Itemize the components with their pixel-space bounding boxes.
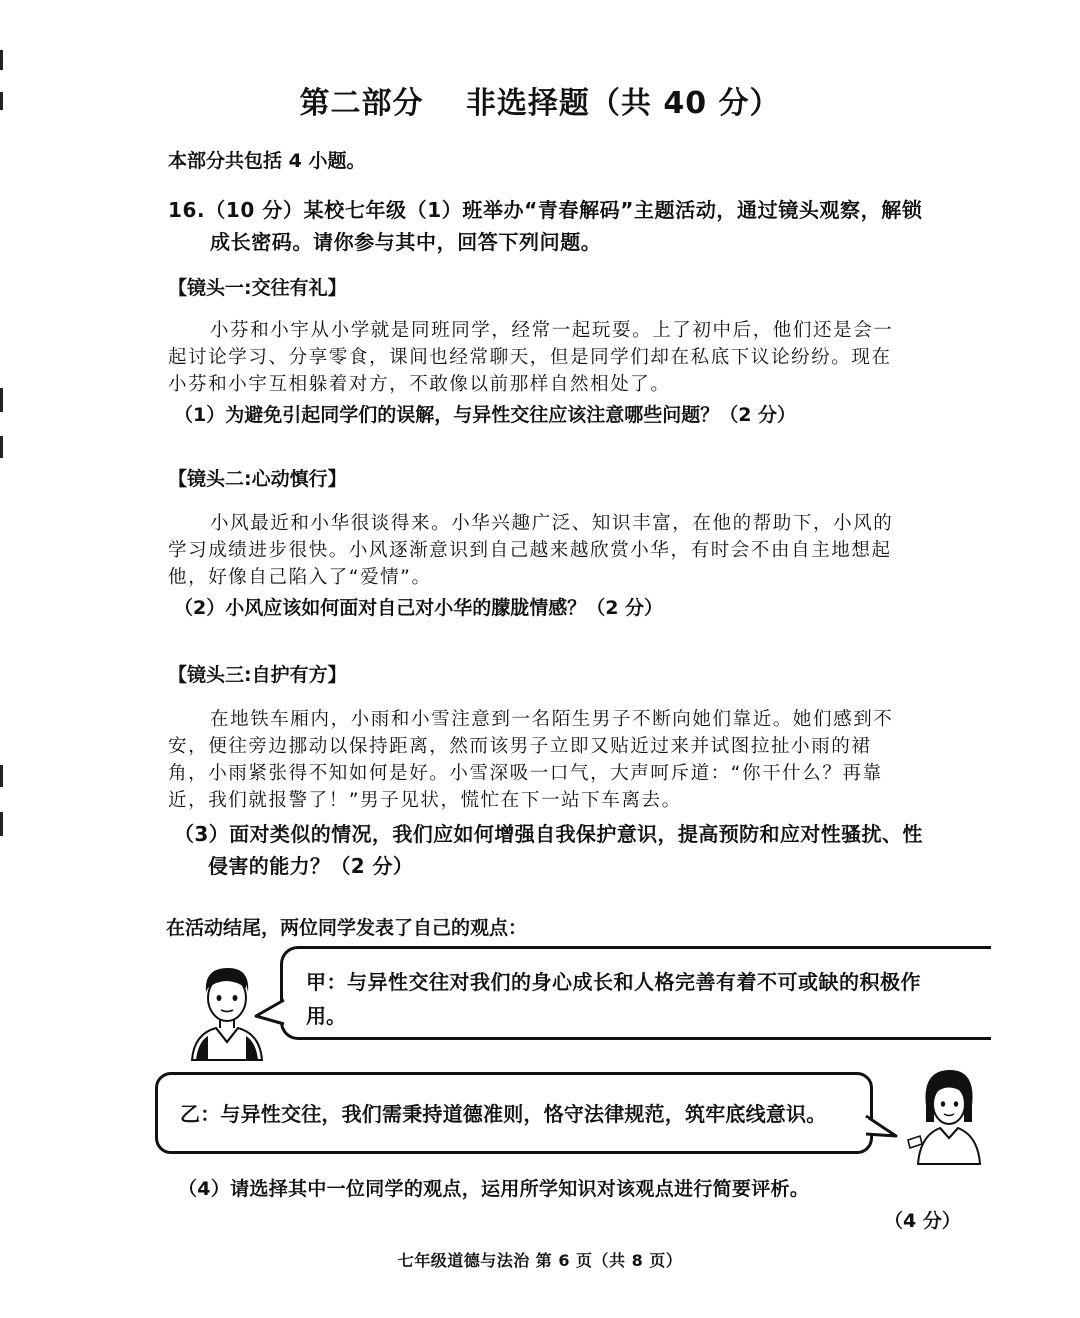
girl-student-avatar	[906, 1066, 992, 1166]
scene1-text-line: 小芬和小宇互相躲着对方，不敢像以前那样自然相处了。	[168, 374, 671, 395]
scene1-text-line: 起讨论学习、分享零食，课间也经常聊天，但是同学们却在私底下议论纷纷。现在	[168, 347, 892, 368]
scene1-text-line: 小芬和小宇从小学就是同班同学，经常一起玩耍。上了初中后，他们还是会一	[210, 320, 894, 341]
scan-edge-mark	[0, 436, 3, 458]
scene2-text-line: 他，好像自己陷入了“爱情”。	[168, 567, 432, 588]
scan-edge-mark	[0, 50, 3, 70]
section-intro: 本部分共包括 4 小题。	[168, 150, 366, 172]
question-stem-line1: 16.（10 分）某校七年级（1）班举办“青春解码”主题活动，通过镜头观察，解锁	[168, 198, 923, 222]
page-footer: 七年级道德与法治 第 6 页（共 8 页）	[397, 1251, 683, 1270]
scene3-text-line: 近，我们就报警了！”男子见状，慌忙在下一站下车离去。	[168, 790, 682, 811]
question-stem-line2: 成长密码。请你参与其中，回答下列问题。	[210, 230, 602, 254]
scene2-text-line: 学习成绩进步很快。小风逐渐意识到自己越来越欣赏小华，有时会不由自主地想起	[168, 540, 892, 561]
scan-edge-mark	[0, 388, 3, 412]
subquestion-2: （2）小风应该如何面对自己对小华的朦胧情感？（2 分）	[174, 597, 664, 619]
ending-text: 在活动结尾，两位同学发表了自己的观点：	[166, 917, 528, 939]
scene1-heading: 【镜头一:交往有礼】	[168, 277, 347, 299]
subquestion-3-line2: 侵害的能力？（2 分）	[208, 854, 414, 878]
scene2-text-line: 小风最近和小华很谈得来。小华兴趣广泛、知识丰富，在他的帮助下，小风的	[210, 513, 894, 534]
speech-b-text: 乙：与异性交往，我们需秉持道德准则，恪守法律规范，筑牢底线意识。	[180, 1102, 827, 1126]
subquestion-4: （4）请选择其中一位同学的观点，运用所学知识对该观点进行简要评析。	[178, 1178, 810, 1200]
subquestion-4-score: （4 分）	[884, 1210, 961, 1232]
scene3-heading: 【镜头三:自护有方】	[168, 664, 347, 686]
speech-bubble-a-tail	[254, 998, 286, 1028]
scene2-heading: 【镜头二:心动慎行】	[168, 468, 347, 490]
subquestion-3-line1: （3）面对类似的情况，我们应如何增强自我保护意识，提高预防和应对性骚扰、性	[174, 822, 923, 846]
speech-a-text-line1: 甲：与异性交往对我们的身心成长和人格完善有着不可或缺的积极作	[306, 970, 921, 994]
section-title: 第二部分 非选择题（共 40 分）	[299, 86, 781, 121]
subquestion-1: （1）为避免引起同学们的误解，与异性交往应该注意哪些问题？（2 分）	[174, 404, 797, 426]
scene3-text-line: 安，便往旁边挪动以保持距离，然而该男子立即又贴近过来并试图拉扯小雨的裙	[168, 736, 872, 757]
scan-edge-mark	[0, 765, 3, 787]
speech-a-text-line2: 用。	[306, 1004, 346, 1028]
scene3-text-line: 角，小雨紧张得不知如何是好。小雪深吸一口气，大声呵斥道：“你干什么？再靠	[168, 763, 883, 784]
scan-edge-mark	[0, 812, 3, 836]
speech-bubble-b-tail	[864, 1114, 900, 1142]
scene3-text-line: 在地铁车厢内，小雨和小雪注意到一名陌生男子不断向她们靠近。她们感到不	[210, 709, 894, 730]
